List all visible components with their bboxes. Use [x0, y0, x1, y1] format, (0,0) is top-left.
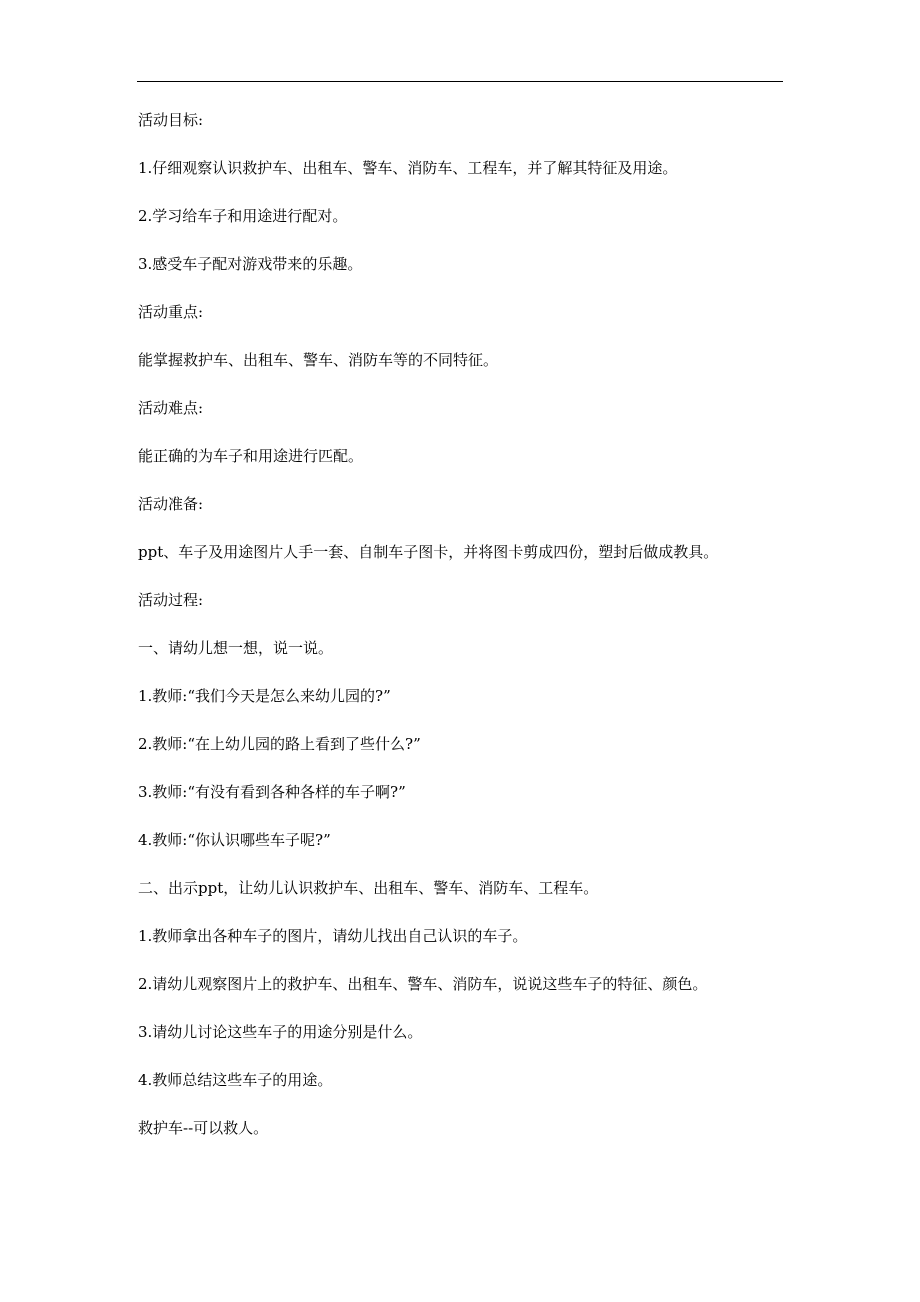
- paragraph: 2.教师:“在上幼儿园的路上看到了些什么?”: [138, 735, 421, 753]
- paragraph: 2.请幼儿观察图片上的救护车、出租车、警车、消防车，说说这些车子的特征、颜色。: [138, 975, 708, 993]
- paragraph: 能掌握救护车、出租车、警车、消防车等的不同特征。: [138, 351, 499, 369]
- header-rule: [137, 81, 783, 82]
- paragraph: 3.教师:“有没有看到各种各样的车子啊?”: [138, 783, 406, 801]
- paragraph: 1.教师拿出各种车子的图片，请幼儿找出自己认识的车子。: [138, 927, 528, 945]
- section-heading-key-points: 活动重点:: [138, 303, 204, 321]
- paragraph: 一、请幼儿想一想，说一说。: [138, 639, 334, 657]
- paragraph: 3.感受车子配对游戏带来的乐趣。: [138, 255, 363, 273]
- paragraph: 2.学习给车子和用途进行配对。: [138, 207, 348, 225]
- paragraph: 4.教师:“你认识哪些车子呢?”: [138, 831, 331, 849]
- paragraph: 1.仔细观察认识救护车、出租车、警车、消防车、工程车，并了解其特征及用途。: [138, 159, 678, 177]
- paragraph: 救护车--可以救人。: [138, 1119, 269, 1137]
- paragraph: 3.请幼儿讨论这些车子的用途分别是什么。: [138, 1023, 423, 1041]
- section-heading-preparation: 活动准备:: [138, 495, 204, 513]
- paragraph: 4.教师总结这些车子的用途。: [138, 1071, 333, 1089]
- section-heading-goals: 活动目标:: [138, 111, 204, 129]
- document-body: [138, 110, 798, 1166]
- section-heading-process: 活动过程:: [138, 591, 204, 609]
- paragraph: 能正确的为车子和用途进行匹配。: [138, 447, 364, 465]
- paragraph: ppt、车子及用途图片人手一套、自制车子图卡，并将图卡剪成四份，塑封后做成教具。: [138, 543, 719, 561]
- paragraph: 1.教师:“我们今天是怎么来幼儿园的?”: [138, 687, 391, 705]
- section-heading-difficulties: 活动难点:: [138, 399, 204, 417]
- paragraph: 二、出示ppt，让幼儿认识救护车、出租车、警车、消防车、工程车。: [138, 879, 599, 897]
